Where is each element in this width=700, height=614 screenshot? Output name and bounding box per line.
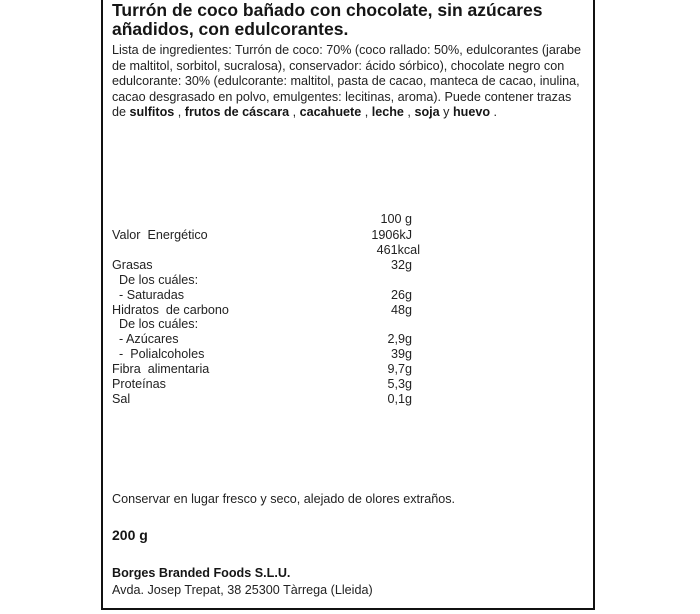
- separator: ,: [361, 105, 372, 119]
- nutrient-name: - Polialcoholes: [112, 347, 205, 362]
- nutrient-name: Fibra alimentaria: [112, 362, 210, 377]
- food-label: [101, 0, 595, 610]
- nutrient-name: De los cuáles:: [112, 317, 199, 332]
- nutrient-name: - Saturadas: [112, 287, 185, 302]
- nutrition-row: [112, 243, 492, 258]
- nutrient-value: 9,7g: [387, 362, 412, 377]
- conjunction: y: [439, 105, 453, 119]
- allergen: huevo: [452, 105, 491, 119]
- manufacturer-name: Borges Branded Foods S.L.U.: [112, 566, 291, 580]
- nutrient-name: Grasas: [112, 257, 153, 272]
- storage-instructions: Conservar en lugar fresco y seco, alejado de olores extraños.: [112, 492, 456, 506]
- nutrition-row: [112, 347, 492, 362]
- nutrient-value: 48g: [390, 302, 412, 317]
- nutrition-row: [112, 258, 492, 273]
- nutrition-row: [112, 317, 492, 332]
- nutrient-value: 0,1g: [387, 391, 412, 406]
- nutrient-value: 461kcal: [376, 242, 420, 257]
- nutrient-name: De los cuáles:: [112, 272, 199, 287]
- ingredients-list: [112, 43, 587, 121]
- allergen: sulfitos: [129, 105, 175, 119]
- allergen: frutos de cáscara: [184, 105, 290, 119]
- ingredients-text: Lista de ingredientes: Turrón de coco: 70% (coco rallado: 50%, edulcorantes (jarabe de maltitol, sorbitol, sucralosa), conservador: ácido sórbico), chocolate negro con edulcorante: 30% (edulcorante: maltitol, pasta de cacao, manteca de cacao, inulina, cacao desgrasado en polvo, emulgentes: lecitinas, aroma). Puede contener trazas de: [112, 43, 582, 119]
- nutrient-value: 1906kJ: [371, 228, 412, 242]
- nutrition-row: [112, 288, 492, 303]
- nutrient-value: 39g: [390, 347, 412, 362]
- nutrition-row: [112, 377, 492, 392]
- nutrition-header: 100 g: [380, 212, 412, 226]
- nutrient-name: Sal: [112, 391, 131, 406]
- separator: ,: [289, 105, 300, 119]
- net-weight: 200 g: [112, 527, 148, 543]
- nutrient-value: 5,3g: [387, 377, 412, 391]
- nutrition-row: [112, 228, 492, 243]
- nutrition-row: [112, 303, 492, 318]
- nutrient-name: - Azúcares: [112, 332, 179, 347]
- product-title: Turrón de coco bañado con chocolate, sin azúcares añadidos, con edulcorantes.: [112, 0, 543, 39]
- nutrient-value: 32g: [390, 257, 412, 272]
- nutrition-row: [112, 273, 492, 288]
- allergen: leche: [371, 105, 404, 119]
- allergen: cacahuete: [299, 105, 362, 119]
- separator: ,: [174, 105, 185, 119]
- nutrition-row: [112, 362, 492, 377]
- nutrient-name: Proteínas: [112, 377, 166, 391]
- nutrient-name: Hidratos de carbono: [112, 302, 229, 317]
- nutrition-row: [112, 332, 492, 347]
- end-mark: .: [490, 105, 498, 119]
- allergen: soja: [414, 105, 440, 119]
- nutrient-value: 26g: [390, 287, 412, 302]
- nutrition-row: [112, 392, 492, 407]
- nutrient-value: 2,9g: [387, 332, 412, 347]
- nutrition-header-row: [112, 212, 492, 227]
- manufacturer-address: Avda. Josep Trepat, 38 25300 Tàrrega (Lleida): [112, 583, 373, 597]
- separator: ,: [403, 105, 415, 119]
- nutrient-name: Valor Energético: [112, 228, 208, 242]
